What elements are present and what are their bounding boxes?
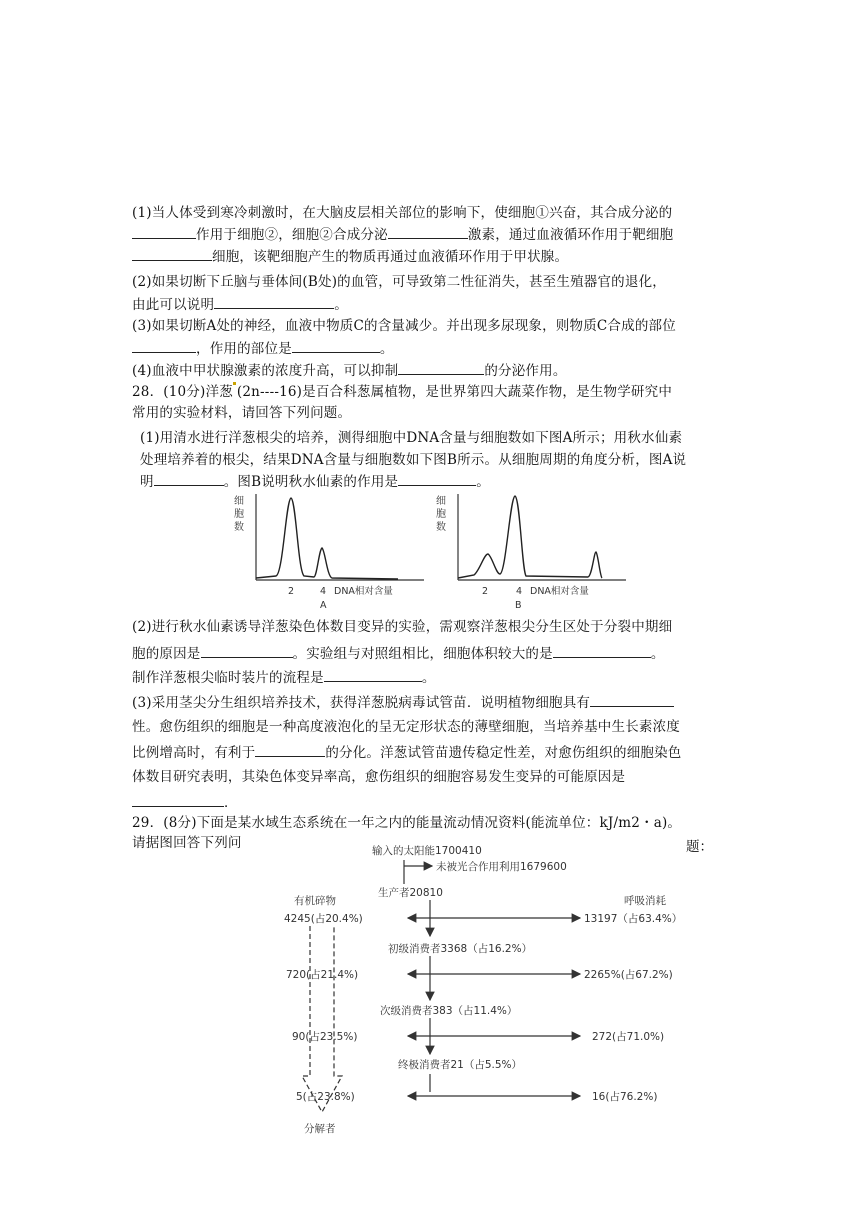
q28-part1-line2: 处理培养着的根尖，结果DNA含量与细胞数如下图B所示。从细胞周期的角度分析，图A说 xyxy=(140,452,687,468)
waste-value: 4245(占20.4%) xyxy=(284,913,363,925)
answer-blank[interactable] xyxy=(132,224,196,239)
waste-value: 5(占23.8%) xyxy=(296,1091,355,1103)
answer-blank[interactable] xyxy=(553,643,651,658)
q28-part3-line3: 比例增高时，有利于 的分化。洋葱试管苗遗传稳定性差，对愈伤组织的细胞染色 xyxy=(132,742,682,763)
q28-part3-line5: ． xyxy=(132,792,238,813)
q27-part4: (4)血液中甲状腺激素的浓度升高，可以抑制 的分泌作用。 xyxy=(132,360,567,381)
q29-heading-line2: 请据图回答下列问 xyxy=(132,835,242,851)
q28-part3-line1: (3)采用茎尖分生组织培养技术，获得洋葱脱病毒试管苗．说明植物细胞具有 xyxy=(132,692,674,713)
decomposer-arrow xyxy=(302,926,342,1112)
answer-blank[interactable] xyxy=(201,643,293,658)
tertiary-consumer-label: 终极消费者21（占5.5%） xyxy=(398,1059,523,1071)
producer-label: 生产者20810 xyxy=(378,887,443,899)
respiration-title: 呼吸消耗 xyxy=(624,895,666,907)
xlabel: DNA相对含量 xyxy=(334,586,393,597)
q28-part3-line4: 体数目研究表明，其染色体变异率高，愈伤组织的细胞容易发生变异的可能原因是 xyxy=(132,769,626,785)
answer-blank[interactable] xyxy=(388,224,468,239)
answer-blank[interactable] xyxy=(132,792,224,807)
energy-flow-diagram xyxy=(280,840,720,1140)
q28-heading-line2: 常用的实验材料，请回答下列问题。 xyxy=(132,405,352,421)
q29-heading-line1: 29．(8分)下面是某水域生态系统在一年之内的能量流动情况资料(能流单位：kJ/m2・a)。 xyxy=(132,815,682,831)
dot-mark xyxy=(233,382,236,385)
tick-label: 2 xyxy=(288,586,295,597)
tick-label: 2 xyxy=(482,586,489,597)
answer-blank[interactable] xyxy=(132,246,212,261)
q27-part3-line1: (3)如果切断A处的神经，血液中物质C的含量减少。并出现多尿现象，则物质C合成的部位 xyxy=(132,318,676,334)
respiration-value: 16(占76.2%) xyxy=(592,1091,658,1103)
answer-blank[interactable] xyxy=(398,471,476,486)
answer-blank[interactable] xyxy=(398,360,484,375)
answer-blank[interactable] xyxy=(292,338,380,353)
figure-caption: B xyxy=(515,600,522,611)
decomposer-label: 分解者 xyxy=(304,1123,336,1135)
q28-heading-line1: 28．(10分)洋葱 (2n----16)是百合科葱属植物，是世界第四大蔬菜作物，是生物学研究中 xyxy=(132,384,673,400)
respiration-value: 2265%(占67.2%) xyxy=(584,969,673,981)
figure-caption: A xyxy=(320,600,327,611)
q27-part3-line2: ，作用的部位是 。 xyxy=(132,338,394,359)
ylabel-char: 胞 xyxy=(436,509,446,520)
answer-blank[interactable] xyxy=(132,338,196,353)
q28-part2-line3: 制作洋葱根尖临时装片的流程是 。 xyxy=(132,667,436,688)
q27-part1-line3: 细胞，该靶细胞产生的物质再通过血液循环作用于甲状腺。 xyxy=(132,246,568,267)
q27-part1-line1: (1)当人体受到寒冷刺激时，在大脑皮层相关部位的影响下，使细胞①兴奋，其合成分泌的 xyxy=(132,205,673,221)
waste-value: 720(占21.4%) xyxy=(286,969,359,981)
ylabel-char: 数 xyxy=(234,522,244,533)
answer-blank[interactable] xyxy=(590,692,674,707)
respiration-value: 272(占71.0%) xyxy=(592,1031,665,1043)
q29-heading-line2-end: 题： xyxy=(686,839,713,855)
answer-blank[interactable] xyxy=(154,471,224,486)
primary-consumer-label: 初级消费者3368（占16.2%） xyxy=(388,943,533,955)
q28-part1-line3: 明 。图B说明秋水仙素的作用是 。 xyxy=(140,471,490,492)
distribution-curve xyxy=(256,498,398,579)
secondary-consumer-label: 次级消费者383（占11.4%） xyxy=(380,1005,518,1017)
q28-part3-line2: 性。愈伤组织的细胞是一种高度液泡化的呈无定形状态的薄壁细胞，当培养基中生长素浓度 xyxy=(132,719,680,735)
q27-part2-line2: 由此可以说明 。 xyxy=(132,294,348,315)
q28-part1-line1: (1)用清水进行洋葱根尖的培养，测得细胞中DNA含量与细胞数如下图A所示；用秋水仙素 xyxy=(140,430,683,446)
ylabel-char: 细 xyxy=(436,496,446,507)
distribution-curve xyxy=(458,496,602,578)
answer-blank[interactable] xyxy=(255,742,325,757)
q28-part2-line2: 胞的原因是 。实验组与对照组相比，细胞体积较大的是 。 xyxy=(132,643,665,664)
xlabel: DNA相对含量 xyxy=(530,586,589,597)
ylabel-char: 胞 xyxy=(234,509,244,520)
answer-blank[interactable] xyxy=(214,294,334,309)
waste-title: 有机碎物 xyxy=(294,895,336,907)
waste-value: 90(占23.5%) xyxy=(292,1031,358,1043)
answer-blank[interactable] xyxy=(324,667,422,682)
sun-input-label: 输入的太阳能1700410 xyxy=(372,845,482,857)
q27-part2-line1: (2)如果切断下丘脑与垂体间(B处)的血管，可导致第二性征消失，甚至生殖器官的退化， xyxy=(132,274,666,290)
q28-part2-line1: (2)进行秋水仙素诱导洋葱染色体数目变异的实验，需观察洋葱根尖分生区处于分裂中期细 xyxy=(132,619,673,635)
tick-label: 4 xyxy=(320,586,327,597)
dna-histogram-b xyxy=(430,490,630,612)
unused-energy-label: 未被光合作用利用1679600 xyxy=(436,861,567,873)
ylabel-char: 数 xyxy=(436,522,446,533)
dna-histogram-a xyxy=(228,490,428,612)
ylabel-char: 细 xyxy=(234,496,244,507)
respiration-value: 13197（占63.4%） xyxy=(584,913,683,925)
tick-label: 4 xyxy=(516,586,523,597)
q27-part1-line2: 作用于细胞②，细胞②合成分泌 激素，通过血液循环作用于靶细胞 xyxy=(132,224,673,245)
